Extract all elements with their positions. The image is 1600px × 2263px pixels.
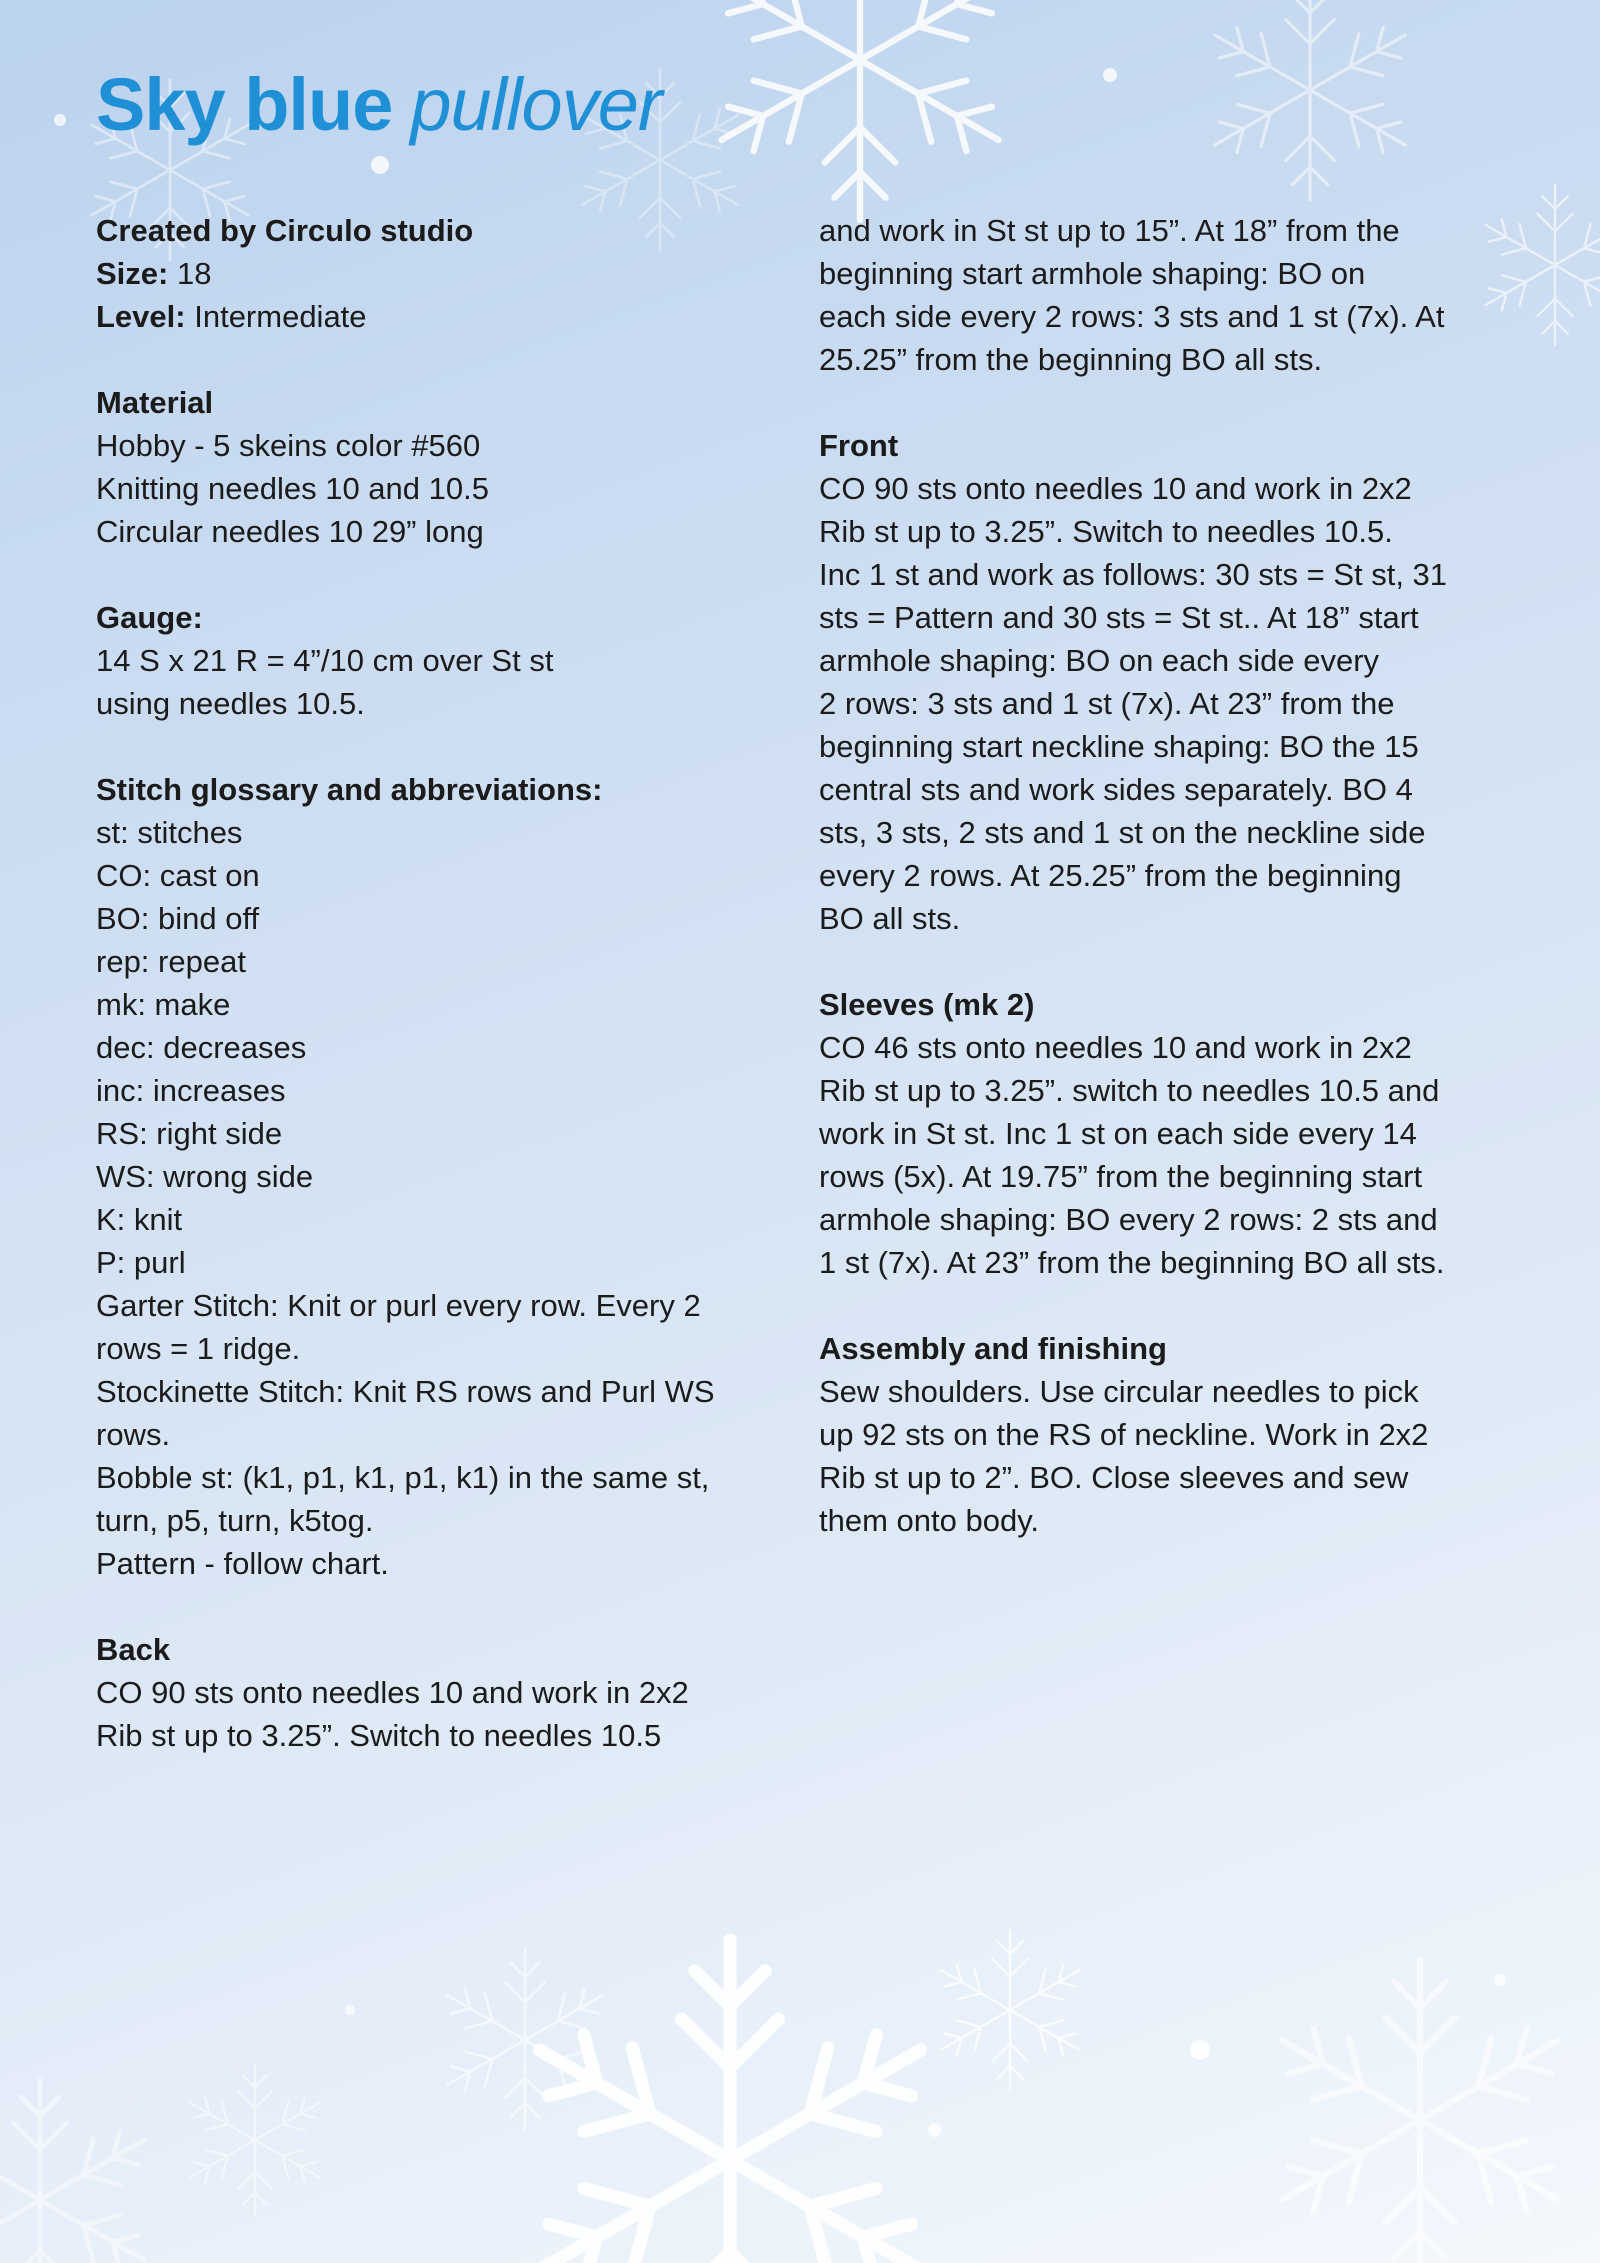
front-line: armhole shaping: BO on each side every	[819, 643, 1380, 678]
glossary-heading: Stitch glossary and abbreviations:	[96, 772, 603, 807]
assembly-line: Rib st up to 2”. BO. Close sleeves and sew	[819, 1460, 1409, 1495]
material-line: Hobby - 5 skeins color #560	[96, 428, 481, 463]
size-label: Size:	[96, 256, 169, 291]
front-line: central sts and work sides separately. BO 4	[819, 772, 1413, 807]
glossary-line: WS: wrong side	[96, 1159, 314, 1194]
glossary-line: turn, p5, turn, k5tog.	[96, 1503, 374, 1538]
assembly-line: up 92 sts on the RS of neckline. Work in 2x2	[819, 1417, 1429, 1452]
front-line: sts = Pattern and 30 sts = St st.. At 18” start	[819, 600, 1419, 635]
snowflake-icon	[182, 2065, 328, 2215]
back-line: each side every 2 rows: 3 sts and 1 st (7x). At	[819, 299, 1445, 334]
sleeves-line: CO 46 sts onto needles 10 and work in 2x2	[819, 1030, 1412, 1065]
gauge-label: Gauge:	[96, 600, 203, 635]
size-value: 18	[168, 256, 212, 291]
size-line	[96, 252, 796, 295]
snowflake-icon	[1264, 1960, 1576, 2263]
back-line: beginning start armhole shaping: BO on	[819, 256, 1366, 291]
material-lines	[96, 424, 796, 553]
sleeves-line: armhole shaping: BO every 2 rows: 2 sts and	[819, 1202, 1438, 1237]
back-continued-lines	[819, 209, 1519, 381]
gauge-block	[96, 596, 796, 725]
level-label: Level:	[96, 299, 186, 334]
glossary-line: RS: right side	[96, 1116, 283, 1151]
sleeves-heading: Sleeves (mk 2)	[819, 987, 1035, 1022]
glossary-line: Bobble st: (k1, p1, k1, p1, k1) in the same st,	[96, 1460, 710, 1495]
glossary-line: Stockinette Stitch: Knit RS rows and Purl WS	[96, 1374, 715, 1409]
snowflake-icon	[932, 1930, 1088, 2090]
back-line: Rib st up to 3.25”. Switch to needles 10.5	[96, 1718, 662, 1753]
assembly-heading: Assembly and finishing	[819, 1331, 1167, 1366]
snowflake-icon	[515, 1940, 944, 2263]
page-title	[96, 60, 662, 150]
glossary-line: rows.	[96, 1417, 171, 1452]
glossary-line: rep: repeat	[96, 944, 246, 979]
left-column	[96, 209, 796, 1757]
back-heading: Back	[96, 1632, 171, 1667]
material-line: Knitting needles 10 and 10.5	[96, 471, 489, 506]
title-bold: Sky blue	[96, 63, 393, 146]
front-line: Rib st up to 3.25”. Switch to needles 10.5.	[819, 514, 1393, 549]
front-line: every 2 rows. At 25.25” from the beginning	[819, 858, 1402, 893]
front-line: 2 rows: 3 sts and 1 st (7x). At 23” from the	[819, 686, 1395, 721]
back-lines	[96, 1671, 796, 1757]
gauge-value: 14 S x 21 R = 4”/10 cm over St st	[96, 643, 554, 678]
front-lines	[819, 467, 1519, 940]
back-line: and work in St st up to 15”. At 18” from the	[819, 213, 1400, 248]
back-line: CO 90 sts onto needles 10 and work in 2x2	[96, 1675, 689, 1710]
front-line: Inc 1 st and work as follows: 30 sts = St st, 31	[819, 557, 1448, 592]
glossary-line: Garter Stitch: Knit or purl every row. Every 2	[96, 1288, 701, 1323]
gauge-line	[96, 596, 796, 682]
glossary-line: mk: make	[96, 987, 231, 1022]
sleeves-line: Rib st up to 3.25”. switch to needles 10.5 and	[819, 1073, 1440, 1108]
material-line: Circular needles 10 29” long	[96, 514, 484, 549]
level-line	[96, 295, 796, 338]
glossary-line: inc: increases	[96, 1073, 286, 1108]
front-line: beginning start neckline shaping: BO the 15	[819, 729, 1419, 764]
level-value: Intermediate	[185, 299, 367, 334]
sleeves-lines	[819, 1026, 1519, 1284]
front-heading: Front	[819, 428, 899, 463]
right-column	[819, 209, 1519, 1542]
sleeves-line: 1 st (7x). At 23” from the beginning BO all sts.	[819, 1245, 1445, 1280]
material-heading: Material	[96, 385, 214, 420]
gauge-line: using needles 10.5.	[96, 686, 365, 721]
assembly-line: Sew shoulders. Use circular needles to pick	[819, 1374, 1419, 1409]
snowflake-icon	[704, 0, 1016, 220]
front-line: CO 90 sts onto needles 10 and work in 2x2	[819, 471, 1412, 506]
glossary-line: dec: decreases	[96, 1030, 307, 1065]
glossary-lines	[96, 811, 796, 1585]
back-line: 25.25” from the beginning BO all sts.	[819, 342, 1323, 377]
assembly-line: them onto body.	[819, 1503, 1040, 1538]
front-line: BO all sts.	[819, 901, 961, 936]
glossary-line: CO: cast on	[96, 858, 260, 893]
created-by: Created by Circulo studio	[96, 213, 474, 248]
glossary-line: Pattern - follow chart.	[96, 1546, 389, 1581]
assembly-lines	[819, 1370, 1519, 1542]
glossary-line: BO: bind off	[96, 901, 260, 936]
snowflake-icon	[0, 2080, 157, 2263]
glossary-line: P: purl	[96, 1245, 186, 1280]
glossary-line: K: knit	[96, 1202, 183, 1237]
glossary-line: rows = 1 ridge.	[96, 1331, 301, 1366]
snowflake-icon	[1203, 0, 1418, 200]
glossary-line: st: stitches	[96, 815, 243, 850]
sleeves-line: rows (5x). At 19.75” from the beginning start	[819, 1159, 1423, 1194]
front-line: sts, 3 sts, 2 sts and 1 st on the neckline side	[819, 815, 1426, 850]
title-italic: pullover	[410, 63, 662, 146]
sleeves-line: work in St st. Inc 1 st on each side every 14	[819, 1116, 1417, 1151]
